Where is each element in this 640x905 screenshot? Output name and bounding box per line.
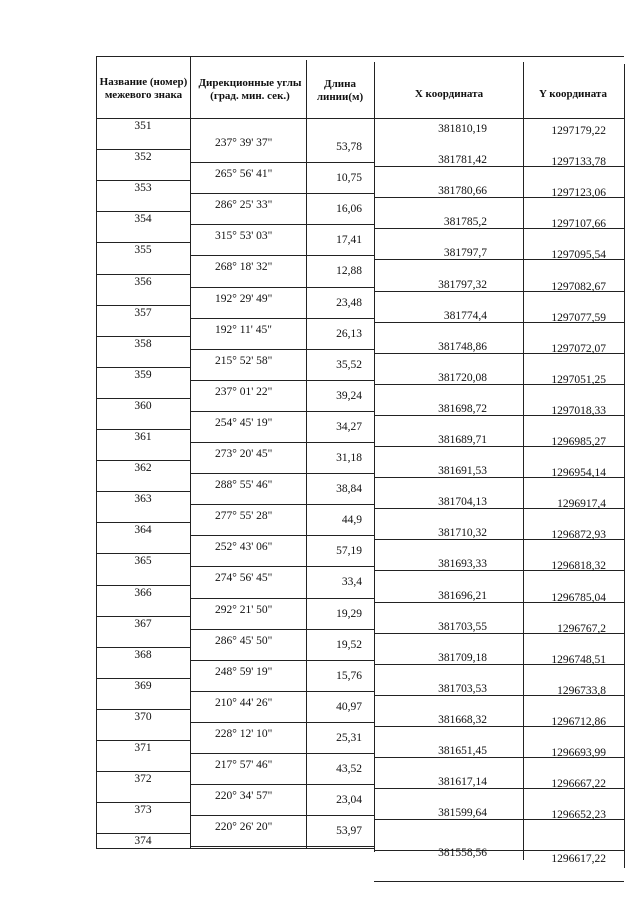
point-name-cell: 359: [134, 368, 152, 381]
bearing-angle-cell: 210° 44' 26": [215, 696, 273, 709]
y-coordinate-cell: 1296767,2: [557, 622, 606, 635]
point-name-cell: 361: [134, 431, 152, 443]
point-name-cell: 355: [134, 244, 152, 257]
x-coordinate-cell: 381748,86: [438, 340, 487, 353]
x-coordinate-cell: 381720,08: [438, 371, 487, 384]
y-coordinate-cell: 1296985,27: [551, 436, 606, 448]
line-length-cell: 25,31: [336, 731, 362, 744]
bearing-angle-cell: 252° 43' 06": [215, 541, 273, 554]
point-name-cell: 371: [134, 742, 152, 754]
x-coordinate-cell: 381689,71: [438, 434, 487, 446]
y-coordinate-cell: 1296693,99: [551, 747, 606, 759]
row-separator-segment: [190, 598, 374, 599]
y-coordinate-cell: 1296733,8: [557, 684, 606, 697]
point-name-cell: 374: [134, 835, 152, 848]
bearing-angle-cell: 192° 29' 49": [215, 292, 273, 305]
bearing-angle-cell: 237° 01' 22": [215, 385, 273, 398]
header-length: Длина линии(м): [316, 78, 364, 103]
line-length-cell: 10,75: [336, 172, 362, 185]
point-name-cell: 360: [134, 399, 152, 412]
point-name-cell: 370: [134, 710, 152, 723]
row-separator-name: [96, 305, 191, 306]
y-coordinate-cell: 1297077,59: [551, 311, 606, 324]
x-coordinate-cell: 381709,18: [438, 651, 487, 664]
table-border-right: [624, 64, 625, 868]
x-coordinate-cell: 381617,14: [438, 776, 487, 789]
row-separator-segment: [190, 193, 374, 194]
header-y-coordinate: Y координата: [539, 87, 607, 100]
bearing-angle-cell: 292° 21' 50": [215, 603, 273, 616]
y-coordinate-cell: 1296617,22: [551, 853, 606, 866]
row-separator-name: [96, 398, 191, 399]
x-coordinate-cell: 381704,13: [438, 496, 487, 509]
x-coordinate-cell: 381691,53: [438, 465, 487, 478]
bearing-angle-cell: 286° 25' 33": [215, 199, 273, 212]
line-length-cell: 19,29: [336, 607, 362, 620]
y-coordinate-cell: 1297095,54: [551, 249, 606, 262]
row-separator-name: [96, 491, 191, 492]
x-coordinate-cell: 381810,19: [438, 123, 487, 135]
bearing-angle-cell: 277° 55' 28": [215, 510, 273, 523]
point-name-cell: 364: [134, 524, 152, 537]
header-x-coordinate: X координата: [414, 87, 484, 100]
row-separator-name: [96, 180, 191, 181]
x-coordinate-cell: 381599,64: [438, 807, 487, 820]
point-name-cell: 356: [134, 275, 152, 288]
x-coordinate-cell: 381703,55: [438, 620, 487, 633]
y-coordinate-cell: 1297082,67: [551, 280, 606, 293]
y-coordinate-cell: 1297123,06: [551, 187, 606, 200]
y-coordinate-cell: 1296818,32: [551, 560, 606, 573]
bearing-angle-cell: 273° 20' 45": [215, 448, 273, 460]
line-length-cell: 19,52: [336, 638, 362, 651]
y-coordinate-cell: 1297179,22: [551, 125, 606, 137]
x-coordinate-cell: 381797,32: [438, 278, 487, 291]
x-coordinate-cell: 381785,2: [443, 216, 487, 229]
line-length-cell: 17,41: [336, 234, 362, 247]
x-coordinate-cell: 381696,21: [438, 589, 487, 602]
x-coordinate-cell: 381710,32: [438, 527, 487, 540]
row-separator-coordinate: [374, 850, 624, 851]
line-length-cell: 35,52: [336, 358, 362, 371]
x-coordinate-cell: 381774,4: [443, 309, 487, 322]
row-separator-segment: [190, 660, 374, 661]
line-length-cell: 23,48: [336, 296, 362, 309]
line-length-cell: 43,52: [336, 763, 362, 775]
line-length-cell: 44,9: [341, 514, 362, 527]
bearing-angle-cell: 217° 57' 46": [215, 759, 273, 771]
y-coordinate-cell: 1297133,78: [551, 156, 606, 169]
point-name-cell: 357: [134, 306, 152, 319]
header-bottom-rule: [96, 118, 624, 119]
x-coordinate-cell: 381693,33: [438, 558, 487, 571]
row-separator-segment: [190, 504, 374, 505]
x-coordinate-cell: 381781,42: [438, 154, 487, 167]
bearing-angle-cell: 248° 59' 19": [215, 665, 273, 678]
line-length-cell: 39,24: [336, 389, 362, 402]
line-length-cell: 33,4: [341, 576, 362, 589]
y-coordinate-cell: 1297072,07: [551, 342, 606, 355]
row-separator-segment: [190, 566, 374, 567]
bearing-angle-cell: 228° 12' 10": [215, 727, 273, 740]
row-separator-segment: [190, 318, 374, 319]
row-separator-name: [96, 149, 191, 150]
line-length-cell: 12,88: [336, 265, 362, 278]
point-name-cell: 367: [134, 617, 152, 630]
bearing-angle-cell: 286° 45' 50": [215, 634, 273, 647]
point-name-cell: 352: [134, 151, 152, 164]
y-coordinate-cell: 1296872,93: [551, 529, 606, 542]
line-length-cell: 26,13: [336, 327, 362, 340]
y-coordinate-cell: 1297018,33: [551, 404, 606, 417]
row-separator-segment: [190, 784, 374, 785]
point-name-cell: 366: [134, 586, 152, 599]
row-separator-name: [96, 429, 191, 430]
row-separator-segment: [190, 722, 374, 723]
row-separator-coordinate: [374, 881, 624, 882]
row-separator-segment: [190, 815, 374, 816]
bearing-angle-cell: 220° 34' 57": [215, 790, 273, 803]
row-separator-name: [96, 647, 191, 648]
bearing-angle-cell: 288° 55' 46": [215, 479, 273, 492]
header-point-name: Название (номер) межевого знака: [99, 76, 188, 101]
column-separator: [523, 62, 524, 860]
x-coordinate-cell: 381797,7: [443, 247, 487, 260]
bearing-angle-cell: 254° 45' 19": [215, 416, 273, 429]
point-name-cell: 363: [134, 493, 152, 506]
table-border-bottom: [96, 848, 374, 849]
row-separator-segment: [190, 224, 374, 225]
bearing-angle-cell: 237° 39' 37": [215, 137, 273, 149]
line-length-cell: 34,27: [336, 420, 362, 433]
point-name-cell: 354: [134, 213, 152, 226]
y-coordinate-cell: 1296954,14: [551, 467, 606, 480]
x-coordinate-cell: 381558,56: [438, 847, 487, 860]
row-separator-segment: [190, 411, 374, 412]
row-separator-name: [96, 709, 191, 710]
line-length-cell: 57,19: [336, 545, 362, 558]
point-name-cell: 372: [134, 773, 152, 786]
row-separator-name: [96, 616, 191, 617]
point-name-cell: 362: [134, 462, 152, 475]
row-separator-segment: [190, 753, 374, 754]
row-separator-segment: [190, 255, 374, 256]
point-name-cell: 368: [134, 648, 152, 661]
row-separator-segment: [190, 349, 374, 350]
row-separator-name: [96, 771, 191, 772]
row-separator-segment: [190, 535, 374, 536]
point-name-cell: 353: [134, 182, 152, 195]
y-coordinate-cell: 1296917,4: [557, 498, 606, 511]
column-separator: [190, 56, 191, 848]
row-separator-segment: [190, 691, 374, 692]
row-separator-segment: [190, 287, 374, 288]
row-separator-name: [96, 242, 191, 243]
row-separator-name: [96, 522, 191, 523]
row-separator-segment: [190, 380, 374, 381]
line-length-cell: 15,76: [336, 669, 362, 682]
y-coordinate-cell: 1297051,25: [551, 373, 606, 386]
point-name-cell: 365: [134, 555, 152, 568]
bearing-angle-cell: 315° 53' 03": [215, 230, 273, 243]
bearing-angle-cell: 274° 56' 45": [215, 572, 273, 585]
x-coordinate-cell: 381780,66: [438, 185, 487, 198]
row-separator-name: [96, 740, 191, 741]
bearing-angle-cell: 265° 56' 41": [215, 168, 273, 181]
bearing-angle-cell: 268° 18' 32": [215, 261, 273, 274]
row-separator-segment: [190, 629, 374, 630]
row-separator-name: [96, 460, 191, 461]
row-separator-name: [96, 585, 191, 586]
column-separator: [374, 62, 375, 852]
bearing-angle-cell: 192° 11' 45": [215, 323, 272, 336]
x-coordinate-cell: 381668,32: [438, 713, 487, 726]
line-length-cell: 53,78: [336, 141, 362, 153]
row-separator-name: [96, 367, 191, 368]
bearing-angle-cell: 220° 26' 20": [215, 821, 273, 834]
x-coordinate-cell: 381651,45: [438, 745, 487, 757]
header-bearing: Дирекционные углы (град. мин. сек.): [198, 77, 302, 102]
y-coordinate-cell: 1296748,51: [551, 653, 606, 666]
y-coordinate-cell: 1297107,66: [551, 218, 606, 231]
point-name-cell: 369: [134, 679, 152, 692]
table-border-left: [96, 56, 97, 848]
row-separator-name: [96, 802, 191, 803]
x-coordinate-cell: 381698,72: [438, 402, 487, 415]
row-separator-segment: [190, 473, 374, 474]
y-coordinate-cell: 1296667,22: [551, 778, 606, 791]
row-separator-name: [96, 336, 191, 337]
bearing-angle-cell: 215° 52' 58": [215, 354, 273, 367]
line-length-cell: 53,97: [336, 825, 362, 838]
line-length-cell: 23,04: [336, 794, 362, 807]
y-coordinate-cell: 1296652,23: [551, 809, 606, 822]
y-coordinate-cell: 1296712,86: [551, 715, 606, 728]
line-length-cell: 38,84: [336, 483, 362, 496]
row-separator-name: [96, 211, 191, 212]
table-border-top: [96, 56, 624, 57]
column-separator: [306, 60, 307, 848]
row-separator-name: [96, 553, 191, 554]
x-coordinate-cell: 381703,53: [438, 682, 487, 695]
line-length-cell: 31,18: [336, 452, 362, 464]
point-name-cell: 358: [134, 337, 152, 350]
line-length-cell: 16,06: [336, 203, 362, 216]
row-separator-segment: [190, 162, 374, 163]
point-name-cell: 351: [134, 120, 152, 132]
row-separator-name: [96, 274, 191, 275]
line-length-cell: 40,97: [336, 700, 362, 713]
y-coordinate-cell: 1296785,04: [551, 591, 606, 604]
row-separator-name: [96, 833, 191, 834]
row-separator-segment: [190, 442, 374, 443]
row-separator-name: [96, 678, 191, 679]
point-name-cell: 373: [134, 804, 152, 817]
